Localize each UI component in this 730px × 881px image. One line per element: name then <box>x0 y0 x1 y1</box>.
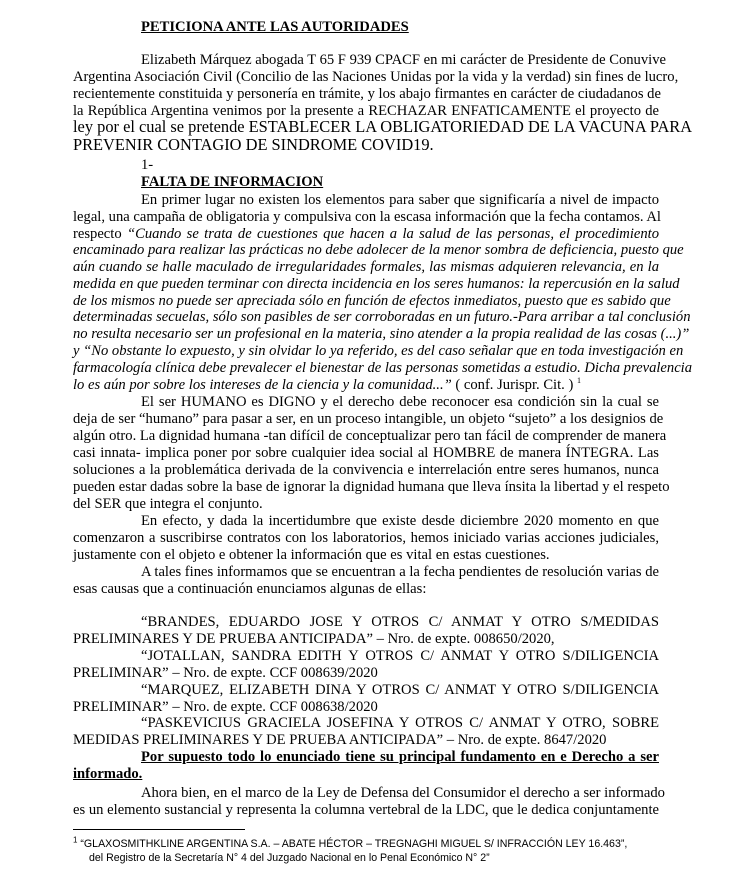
footnote-reference: 1 <box>576 376 581 386</box>
case-line-4: PRELIMINAR” – Nro. de expte. CCF 008639/2020 <box>73 665 378 681</box>
case-line-1: “BRANDES, EDUARDO JOSE Y OTROS C/ ANMAT Y OTRO S/MEDIDAS <box>141 614 659 630</box>
quote-lead: respecto <box>73 226 127 242</box>
footnote-text: “GLAXOSMITHKLINE ARGENTINA S.A. – ABATE HÉCTOR – TREGNAGHI MIGUEL S/ INFRACCIÓN LEY 16.463”, <box>80 838 628 850</box>
intro-line-2: Argentina Asociación Civil (Concilio de las Naciones Unidas por la vida y la verdad) sin fines de lucro, <box>73 69 679 85</box>
case-line-7: “PASKEVICIUS GRACIELA JOSEFINA Y OTROS C/ ANMAT Y OTRO, SOBRE <box>141 715 659 731</box>
fundamento-line-2: informado. <box>73 766 143 782</box>
humano-line-6: pueden estar dadas sobre la base de ignorar la dignidad humana que lleva ínsita la libertad y el respeto <box>73 479 670 495</box>
efecto-line-2: comenzaron a suscribirse contratos con los laboratorios, hemos iniciado varias acciones judiciales, <box>73 530 659 546</box>
intro-line-3: recientemente constituida y personería en trámite, y los abajo firmantes en carácter de ciudadanos de <box>73 86 661 102</box>
quote-text: lo es aún por sobre los intereses de la ciencia y la comunidad...” <box>73 377 452 393</box>
quote-line-7: no resulta necesario ser un profesional en la materia, sino atender a la propia realidad de las cosas (...)” <box>73 326 690 342</box>
quote-line-6: determinadas secuelas, sólo son pasibles de ser corroboradas en un futuro.-Para arribar a tal conclusión <box>73 309 691 325</box>
case-line-3: “JOTALLAN, SANDRA EDITH Y OTROS C/ ANMAT Y OTRO S/DILIGENCIA <box>141 648 659 664</box>
footnote-rule <box>73 829 245 830</box>
case-line-2: PRELIMINARES Y DE PRUEBA ANTICIPADA” – Nro. de expte. 008650/2020, <box>73 631 555 647</box>
quote-line-8: y “No obstante lo expuesto, y sin olvidar lo ya referido, es del caso señalar que en toda investigación en <box>73 343 684 359</box>
humano-line-2: deja de ser “humano” para pasar a ser, en un proceso intangible, un objeto “sujeto” a los designios de <box>73 411 664 427</box>
quote-line-3: aún cuando se halle maculado de irregularidades formales, las mismas adquieren relevancia, en la <box>73 259 659 275</box>
footnote-mark: 1 <box>73 835 78 845</box>
humano-line-3: algún otro. La dignidad humana -tan difícil de conceptualizar pero tan fácil de comprender de manera <box>73 428 667 444</box>
ahora-line-2: es un elemento sustancial y representa la columna vertebral de la LDC, que le dedica conjuntamente <box>73 802 659 818</box>
intro-line-5: ley por el cual se pretende ESTABLECER LA OBLIGATORIEDAD DE LA VACUNA PARA <box>73 117 693 136</box>
citation: ( conf. Jurispr. Cit. ) <box>451 377 577 393</box>
intro-line-1: Elizabeth Márquez abogada T 65 F 939 CPACF en mi carácter de Presidente de Conuvive <box>141 52 666 68</box>
quote-line-1 <box>73 226 659 242</box>
footnote-line-2: del Registro de la Secretaría N° 4 del Juzgado Nacional en lo Penal Económico N° 2” <box>89 852 490 864</box>
case-line-6: PRELIMINAR” – Nro. de expte. CCF 008638/2020 <box>73 699 378 715</box>
fines-line-1: A tales fines informamos que se encuentran a la fecha pendientes de resolución varias de <box>141 564 659 580</box>
footnote-line-1 <box>73 835 628 851</box>
section-line-2: legal, una campaña de obligatoria y compulsiva con la escasa información que la fecha contamos. Al <box>73 209 661 225</box>
section-number: 1- <box>141 157 154 173</box>
quote-line-9: farmacología clínica debe prevalecer el bienestar de las personas sometidas a estudio. Dicha prevalencia <box>73 360 693 376</box>
quote-text: “Cuando se trata de cuestiones que hacen a la salud de las personas, el procedimiento <box>126 226 659 242</box>
quote-line-10 <box>73 377 581 393</box>
case-line-8: MEDIDAS PRELIMINARES Y DE PRUEBA ANTICIPADA” – Nro. de expte. 8647/2020 <box>73 732 607 748</box>
humano-line-7: del SER que integra el conjunto. <box>73 496 263 512</box>
intro-line-6: PREVENIR CONTAGIO DE SINDROME COVID19. <box>73 135 434 154</box>
section-heading: FALTA DE INFORMACION <box>141 174 324 190</box>
quote-line-5: de los mismos no puede ser apreciada sólo en función de efectos inmediatos, puesto que es sabido que <box>73 293 671 309</box>
section-line-1: En primer lugar no existen los elementos para saber que significaría a nivel de impacto <box>141 192 659 208</box>
fines-line-2: esas causas que a continuación enunciamos algunas de ellas: <box>73 581 427 597</box>
humano-line-1: El ser HUMANO es DIGNO y el derecho debe reconocer esa condición sin la cual se <box>141 394 659 410</box>
humano-line-4: casi innata- implica poner por sobre cualquier idea social al HOMBRE de manera ÍNTEGRA. Las <box>73 445 659 461</box>
fundamento-line-1: Por supuesto todo lo enunciado tiene su principal fundamento en e Derecho a ser <box>141 749 659 765</box>
ahora-line-1: Ahora bien, en el marco de la Ley de Defensa del Consumidor el derecho a ser informado <box>141 785 665 801</box>
quote-line-2: encaminado para realizar las prácticas no debe adolecer de la menor sombra de deficiencia, puesto que <box>73 242 684 258</box>
page-title: PETICIONA ANTE LAS AUTORIDADES <box>141 19 409 35</box>
intro-line-4: la República Argentina venimos por la presente a RECHAZAR ENFATICAMENTE el proyecto de <box>73 103 659 119</box>
case-line-5: “MARQUEZ, ELIZABETH DINA Y OTROS C/ ANMAT Y OTRO S/DILIGENCIA <box>141 682 659 698</box>
efecto-line-1: En efecto, y dada la incertidumbre que existe desde diciembre 2020 momento en que <box>141 513 659 529</box>
quote-line-4: medida en que pueden terminar con directa incidencia en los seres humanos: la repercusión en la salud <box>73 276 680 292</box>
efecto-line-3: justamente con el objeto e obtener la información que es vital en estas cuestiones. <box>73 547 550 563</box>
humano-line-5: soluciones a la problemática derivada de la convivencia e interrelación entre seres humanos, nunca <box>73 462 659 478</box>
